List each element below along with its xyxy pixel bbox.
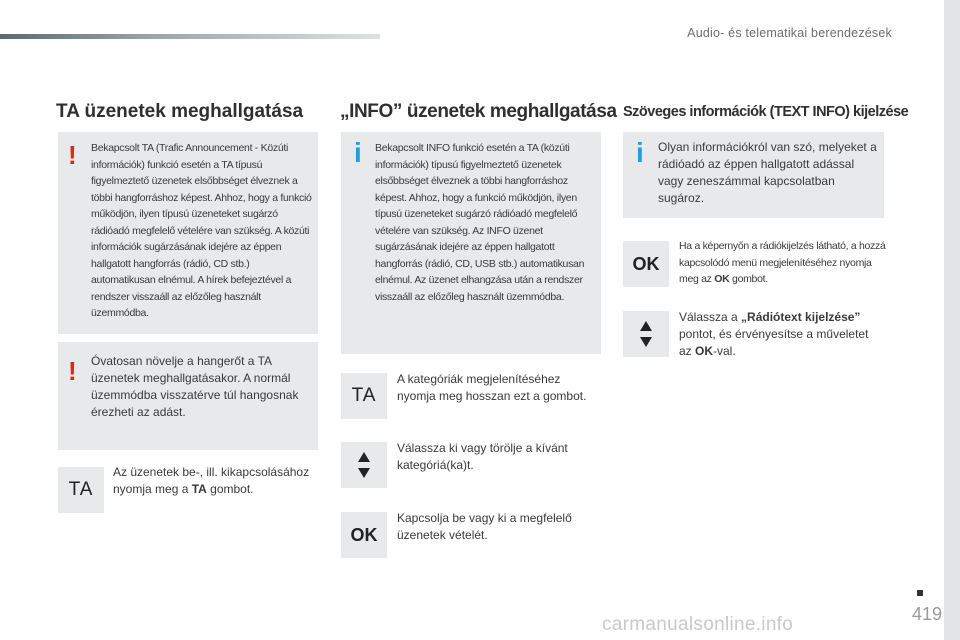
info-box-info <box>341 132 601 354</box>
ta-button-label: TA <box>68 479 94 500</box>
ta-button[interactable] <box>341 373 387 419</box>
warning-text: Bekapcsolt TA (Trafic Announcement - Közúti információk) funkció esetén a TA típusú figyelmeztető üzenetek elsőbbséget élveznek a többi hangforráshoz képest. Ahhoz, hogy a funkció működjön, ilyen típusú üzeneteket sugárzó rádióadó megfelelő vételére van szükség. A közúti információk sugárzásának idejére az éppen hallgatott hangforrás (rádió, CD stb.) automatikusan elnémul. A hírek befejeztével a rendszer visszaáll az előzőleg használt üzemmódba. <box>91 142 312 319</box>
up-down-buttons[interactable] <box>623 311 669 357</box>
categories-instruction: A kategóriák megjelenítéséhez nyomja meg hosszan ezt a gombot. <box>397 372 587 403</box>
toggle-reception-instruction: Kapcsolja be vagy ki a megfelelő üzenetek vételét. <box>397 511 572 542</box>
radiotext-instruction: Válassza a „Rádiótext kijelzése” pontot, és érvényesítse a műveletet az OK-val. <box>679 310 869 358</box>
arrow-down-icon <box>640 337 652 347</box>
watermark: carmanualsonline.info <box>602 614 794 635</box>
section-title-ta: TA üzenetek meghallgatása <box>56 101 304 122</box>
ok-button-label: OK <box>632 253 660 274</box>
arrow-up-icon <box>358 452 370 462</box>
arrow-up-icon <box>640 321 652 331</box>
ta-button-label: TA <box>351 385 377 406</box>
ta-button[interactable] <box>58 467 104 513</box>
warning-box-ta <box>58 132 318 334</box>
page-number: 419 <box>912 604 943 624</box>
info-box-text-info <box>623 132 884 218</box>
info-icon: i <box>354 137 362 168</box>
arrow-down-icon <box>358 468 370 478</box>
ok-button[interactable] <box>341 512 387 558</box>
ta-instruction: Az üzenetek be-, ill. kikapcsolásához nyomja meg a TA gombot. <box>113 465 310 496</box>
radio-menu-instruction: Ha a képernyőn a rádiókijelzés látható, a hozzá kapcsolódó menü megjelenítéséhez nyomja meg az OK gombot. <box>679 240 886 285</box>
select-category-instruction: Válassza ki vagy törölje a kívánt kategóriá(ka)t. <box>397 441 568 472</box>
page-edge-bar <box>944 0 960 640</box>
warning-icon: ! <box>68 356 77 386</box>
warning-box-volume <box>58 342 318 450</box>
info-text: Bekapcsolt INFO funkció esetén a TA (közúti információk) típusú figyelmeztető üzenetek elsőbbséget élveznek a többi hangforráshoz képest. Ahhoz, hogy a funkció működjön, ilyen típusú üzeneteket sugárzó rádióadó megfelelő vételére van szükség. Az INFO üzenet sugárzásának idejére az éppen hallgatott hangforrás (rádió, CD, USB stb.) automatikusan elnémul. Az üzenet elhangzása után a rendszer visszaáll az előzőleg használt üzemmódba. <box>375 142 585 303</box>
chapter-title: Audio- és telematikai berendezések <box>687 26 892 40</box>
page-marker <box>917 590 923 596</box>
section-title-text-info: Szöveges információk (TEXT INFO) kijelzése <box>623 104 909 120</box>
ok-button[interactable] <box>623 241 669 287</box>
ok-button-label: OK <box>350 524 378 545</box>
section-title-info: „INFO” üzenetek meghallgatása <box>340 101 617 122</box>
info-icon: i <box>636 137 644 168</box>
warning-icon: ! <box>68 140 77 170</box>
info-text: Olyan információkról van szó, melyeket a rádióadó az éppen hallgatott adással vagy zeneszámmal kapcsolatban sugároz. <box>658 140 877 205</box>
warning-text: Óvatosan növelje a hangerőt a TA üzenetek meghallgatásakor. A normál üzemmódba visszatérve túl hangosnak érezheti az adást. <box>91 354 299 419</box>
header-accent-bar <box>0 34 380 39</box>
up-down-buttons[interactable] <box>341 442 387 488</box>
